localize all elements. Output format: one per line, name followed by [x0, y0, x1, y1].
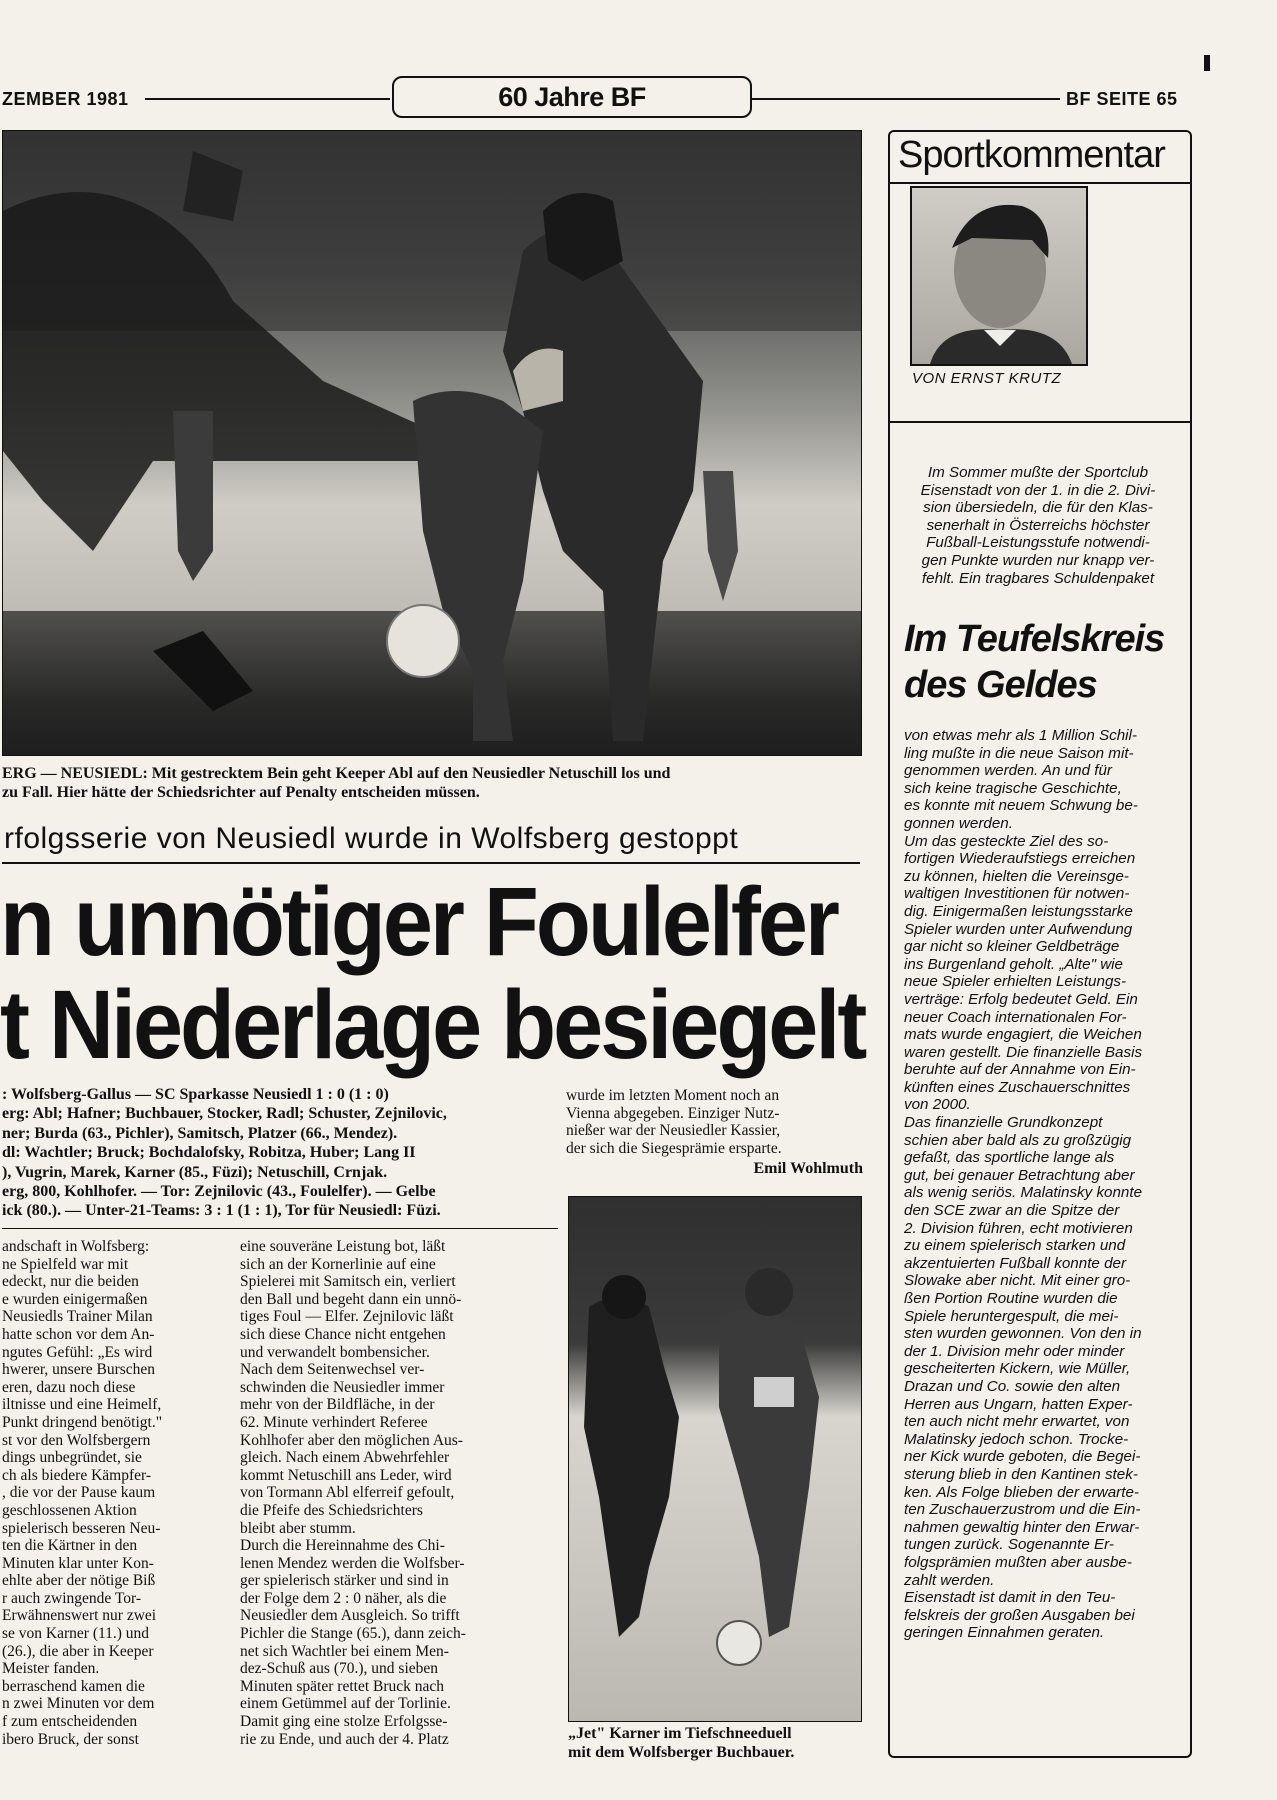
article-column-3-text: wurde im letzten Moment noch an Vienna abgegeben. Einziger Nutz- nießer war der Neusiedler Kassier, der sich die Siegesprämie ersparte. [566, 1087, 782, 1157]
small-photo-caption-line2: mit dem Wolfsberger Buchbauer. [568, 1744, 795, 1761]
kicker-rule [2, 862, 860, 864]
small-photo-caption-line1: „Jet" Karner im Tiefschneeduell [568, 1725, 792, 1742]
small-match-photo [568, 1196, 862, 1722]
header-banner-box [392, 76, 752, 118]
match-lineup: : Wolfsberg-Gallus — SC Sparkasse Neusiedl 1 : 0 (1 : 0) erg: Abl; Hafner; Buchbauer, Stocker, Radl; Schuster, Zejnilovic, ner; Burda (63., Pichler), Samitsch, Platzer (66., Mendez). dl: Wachtler; Bruck; Bochdalofsky, Robitza, Huber; Lang II ), Vugrin, Marek, Karner (85., Füzi); Netuschill, Crnjak. erg, 800, Kohlhofer. — Tor: Zejnilovic (43., Foulelfer). — Gelbe ick (80.). — Unter-21-Teams: 3 : 1 (1 : 1), Tor für Neusiedl: Füzi. [2, 1086, 447, 1220]
top-photo-caption-line1: ERG — NEUSIEDL: Mit gestrecktem Bein geht Keeper Abl auf den Neusiedler Netuschill los und [2, 765, 671, 782]
portrait-sketch [912, 188, 1086, 364]
headline-line2: t Niederlage besiegelt [0, 971, 865, 1080]
header-page-number: BF SEITE 65 [1066, 89, 1178, 109]
corner-mark [1204, 55, 1210, 71]
sidebar-byline-rule [888, 421, 1190, 423]
sidebar-body: von etwas mehr als 1 Million Schil- ling mußte in die neue Saison mit- genommen werden. An und für sich keine tragische Geschichte, es konnte mit neuem Schwung be- gonnen werden. Um das gesteckte Ziel des so- fortigen Wiederaufstiegs erreichen zu können, hielten die Vereinsge- waltigen Investitionen für notwen- dig. Einigermaßen leistungsstarke Spieler wurden unter Aufwendung gar nicht so kleiner Geldbeträge ins Burgenland geholt. „Alte" wie neue Spieler erhielten Leistungs- verträge: Erfolg bedeutet Geld. Ein neuer Coach internationalen For- mats wurde engagiert, die Weichen waren gestellt. Die finanzielle Basis beruhte auf der Annahme von Ein- künften eines Zuschauerschnittes von 2000. Das finanzielle Grundkonzept schien aber bald als zu großzügig gefaßt, das sportliche lange als gut, bei genauer Betrachtung aber als wenig seriös. Malatinsky konnte den SCE zwar an die Spitze der 2. Division führen, echt motivieren zu einem spielerisch starken und akzentuierten Fußball konnte der Slowake aber nicht. Mit einer gro- ßen Portion Routine wurden die Spiele heruntergespult, die mei- sten wurden gewonnen. Von den in der 1. Division mehr oder minder gescheiterten Kickern, wie Müller, Drazan und Co. sowie den alten Herren aus Ungarn, hatten Exper- ten auch nicht mehr erwartet, von Malatinsky jedoch schon. Trocke- ner Kick wurde geboten, die Begei- sterung blieb in den Kantinen stek- ken. Als Folge blieben der erwarte- ten Zuschauerzustrom und die Ein- nahmen gewaltig hinter den Erwar- tungen zurück. Sogenannte Er- folgsprämien mußten aber ausbe- zahlt werden. Eisenstadt ist damit in den Teu- felskreis der großen Ausgaben bei geringen Einnahmen geraten. [904, 727, 1143, 1642]
small-photo-scene [569, 1197, 861, 1721]
header-banner: 60 Jahre BF [498, 82, 646, 112]
sidebar-headline-line2: des Geldes [904, 664, 1097, 706]
top-photo-caption [2, 764, 860, 802]
article-column-2: eine souveräne Leistung bot, läßt sich an der Kornerlinie auf eine Spielerei mit Samitsch ein, verliert den Ball und begeht dann ein unnö- tiges Foul — Elfer. Zejnilovic läßt sich diese Chance nicht entgehen und verwandelt bombensicher. Nach dem Seitenwechsel ver- schwinden die Neusiedler immer mehr von der Bildfläche, in der 62. Minute verhindert Referee Kohlhofer aber den möglichen Aus- gleich. Nach einem Abwehrfehler kommt Netuschill ans Leder, wird von Tormann Abl elferreif gefoult, die Pfeife des Schiedsrichters bleibt aber stumm. Durch die Hereinnahme des Chi- lenen Mendez werden die Wolfsber- ger spielerisch stärker und sind in der Folge dem 2 : 0 näher, als die Neusiedler dem Ausgleich. So trifft Pichler die Stange (65.), dann zeich- net sich Wachtler bei einem Men- dez-Schuß aus (70.), und sieben Minuten später rettet Bruck nach einem Getümmel auf der Torlinie. Damit ging eine stolze Erfolgsse- rie zu Ende, und auch der 4. Platz [240, 1238, 466, 1748]
header-rule-left [145, 98, 390, 100]
sidebar-title-rule [888, 182, 1190, 184]
lineup-rule [2, 1228, 558, 1229]
header-date: ZEMBER 1981 [2, 89, 129, 109]
sidebar-byline: VON ERNST KRUTZ [912, 370, 1062, 387]
author-portrait [910, 186, 1088, 366]
article-author: Emil Wohlmuth [753, 1160, 863, 1177]
header-rule-right [752, 98, 1060, 100]
photo-scene [3, 131, 861, 755]
top-match-photo [2, 130, 862, 756]
small-photo-caption [568, 1724, 868, 1762]
article-column-1: andschaft in Wolfsberg: ne Spielfeld war mit edeckt, nur die beiden e wurden einigermaßen Neusiedls Trainer Milan hatte schon vor dem An- ngutes Gefühl: „Es wird hwerer, unsere Burschen eren, dazu noch diese iltnisse und eine Heimelf, Punkt dringend benötigt." st vor den Wolfsbergern dings unbegründet, sie ch als biedere Kämpfer- , die vor der Pause kaum geschlossenen Aktion spielerisch besseren Neu- ten die Kärtner in den Minuten klar unter Kon- ehlte aber der nötige Biß r auch zwingende Tor- Erwähnenswert nur zwei se von Karner (11.) und (26.), die aber in Keeper Meister fanden. berraschend kamen die n zwei Minuten vor dem f zum entscheidenden ibero Bruck, der sonst [2, 1238, 163, 1748]
sidebar-headline-line1: Im Teufelskreis [904, 618, 1165, 660]
sidebar-title: Sportkommentar [898, 134, 1165, 176]
top-photo-caption-line2: zu Fall. Hier hätte der Schiedsrichter auf Penalty entscheiden müssen. [2, 784, 480, 801]
article-kicker: rfolgsserie von Neusiedl wurde in Wolfsberg gestoppt [4, 822, 739, 855]
sidebar-intro: Im Sommer mußte der Sportclub Eisenstadt von der 1. in die 2. Divi- sion übersiedeln, die für den Klas- senerhalt in Österreichs höchster Fußball-Leistungsstufe notwendi- gen Punkte wurden nur knapp ver- fehlt. Ein tragbares Schuldenpaket [920, 464, 1156, 587]
headline-line1: n unnötiger Foulelfer [0, 868, 837, 977]
